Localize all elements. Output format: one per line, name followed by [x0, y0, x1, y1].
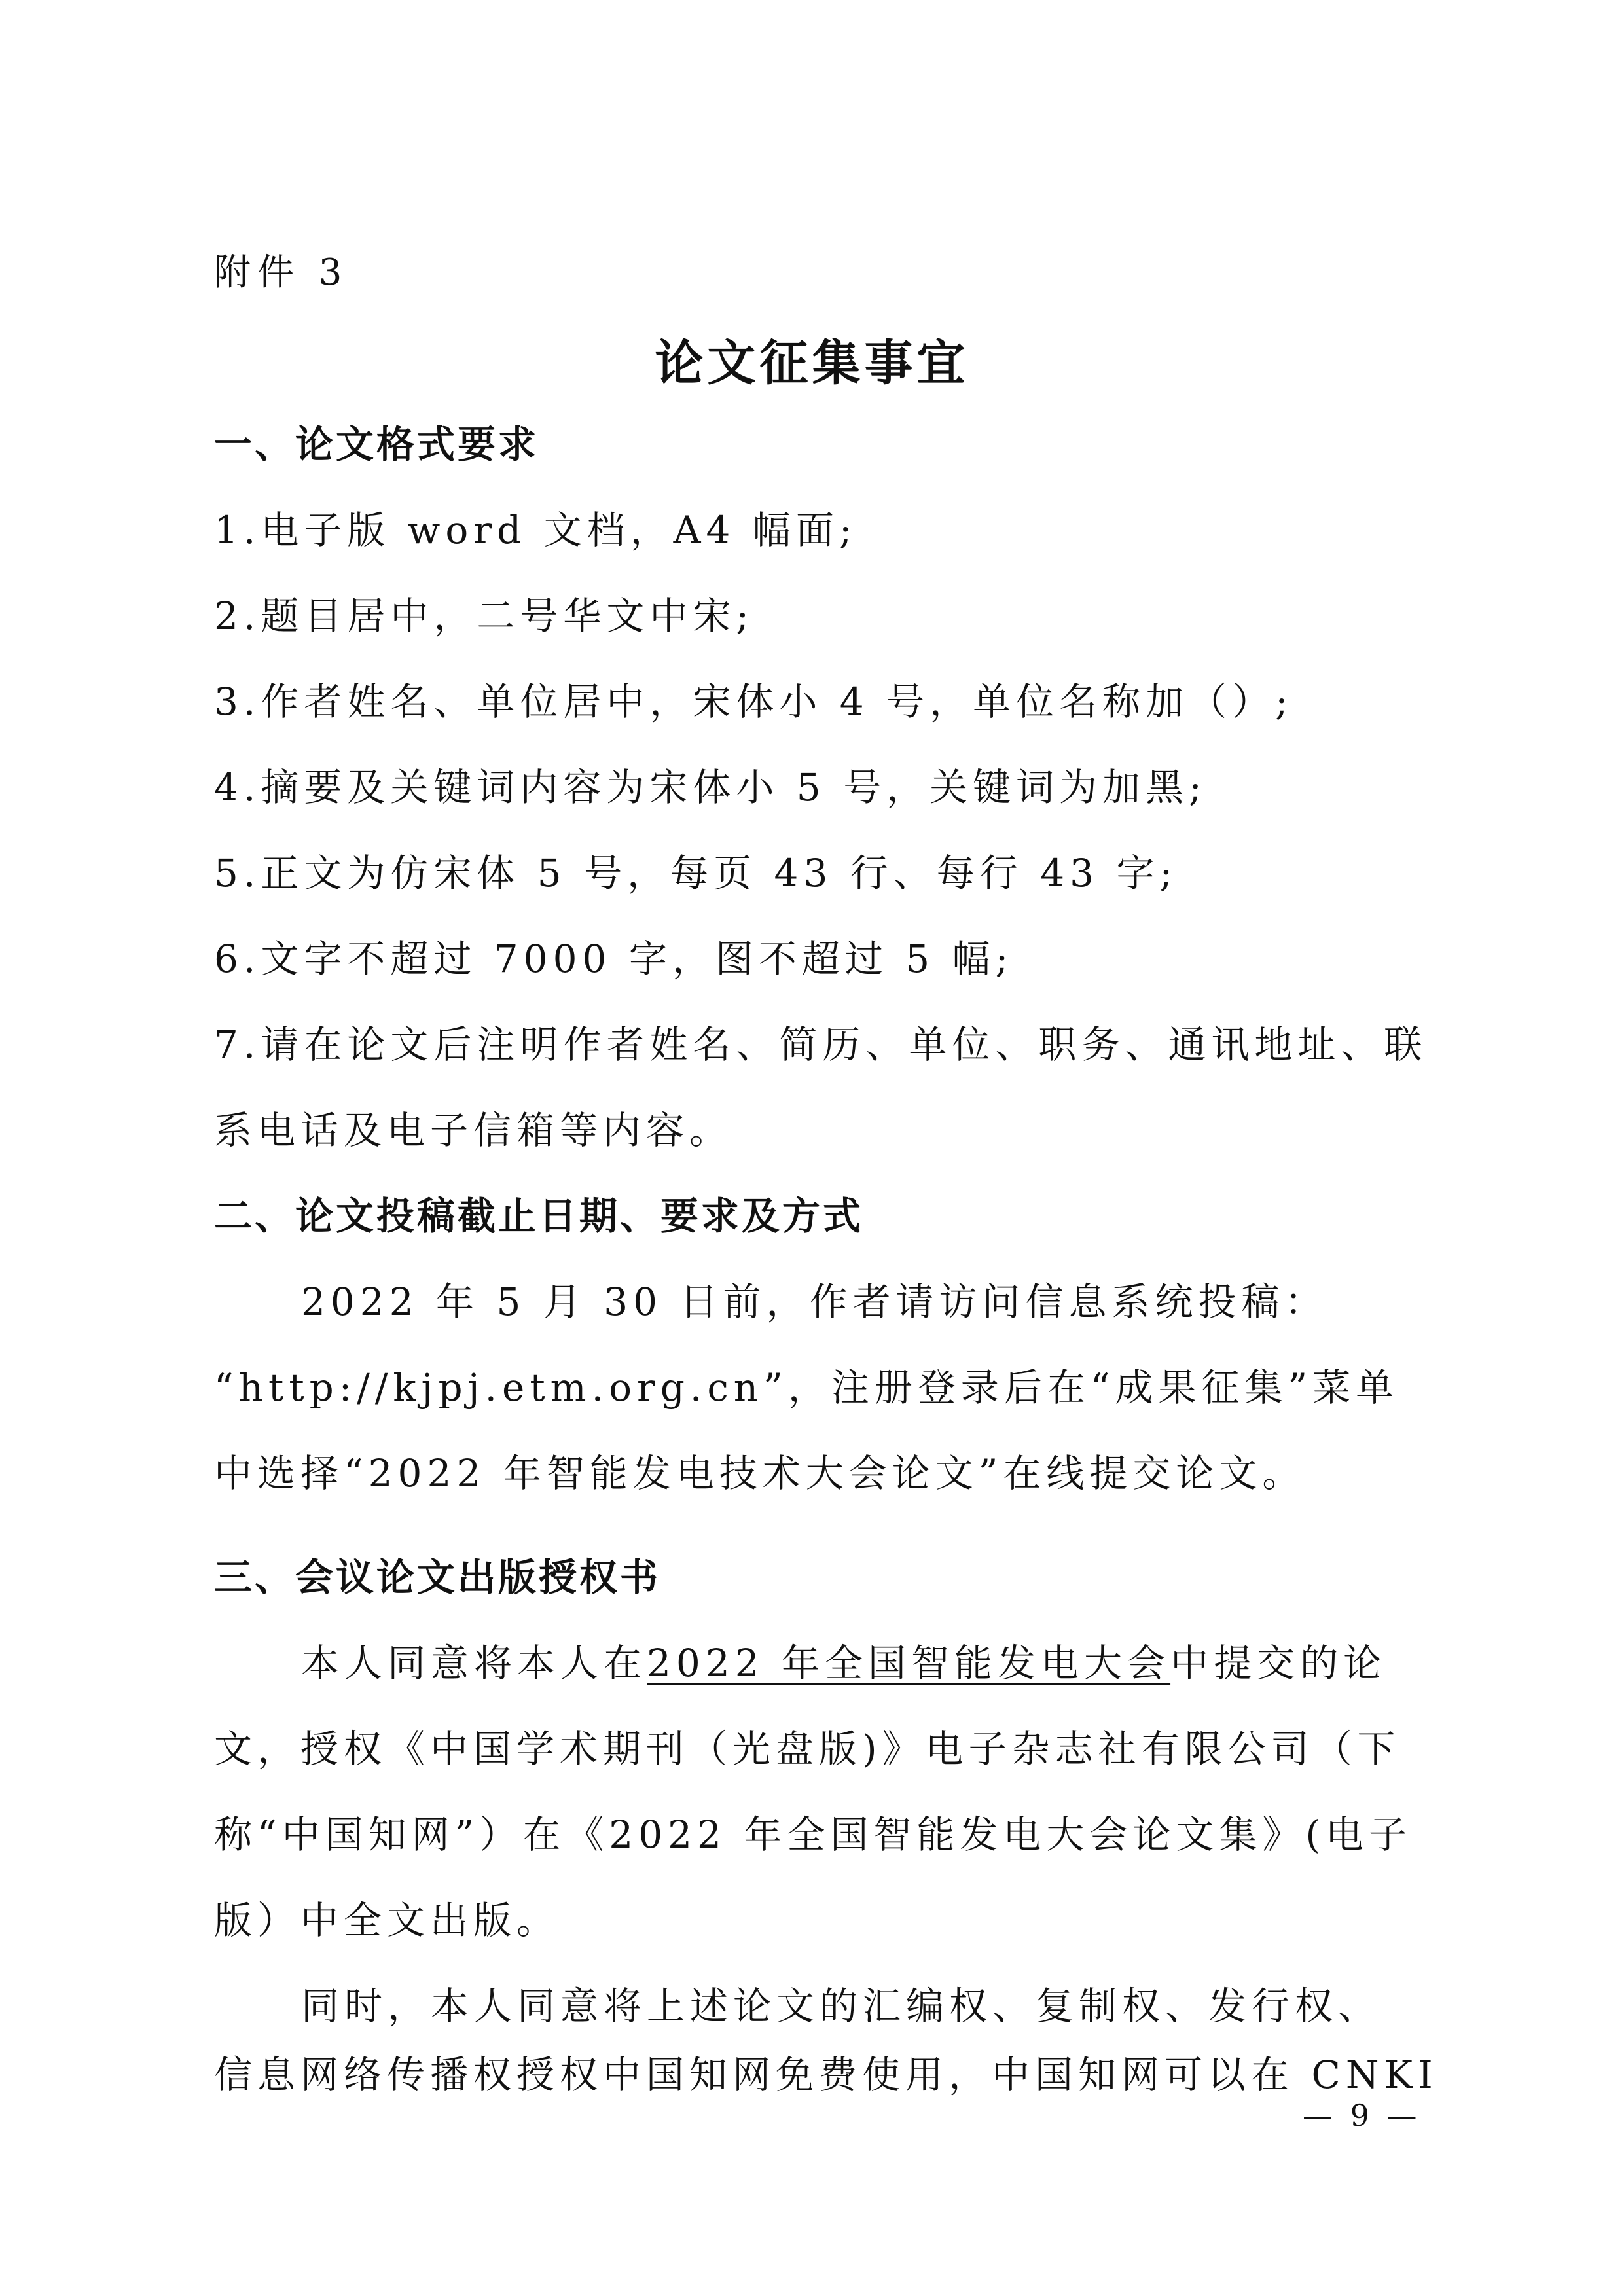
submission-line-2: “http://kjpj.etm.org.cn”，注册登录后在“成果征集”菜单: [214, 1365, 1399, 1410]
format-item-1: 1.电子版 word 文档，A4 幅面;: [214, 508, 857, 552]
attachment-label: 附件 3: [214, 251, 349, 294]
format-item-7: 7.请在论文后注明作者姓名、简历、单位、职务、通讯地址、联: [214, 1022, 1428, 1067]
page-number: — 9 —: [1303, 2098, 1421, 2133]
section-heading-submission: 二、论文投稿截止日期、要求及方式: [214, 1194, 864, 1238]
authorization-p1-line-4: 版）中全文出版。: [214, 1898, 560, 1943]
format-item-7-cont: 系电话及电子信箱等内容。: [214, 1108, 733, 1153]
submission-line-1: 2022 年 5 月 30 日前，作者请访问信息系统投稿：: [301, 1280, 1328, 1324]
format-item-5: 5.正文为仿宋体 5 号，每页 43 行、每行 43 字;: [214, 851, 1178, 895]
section-heading-format: 一、论文格式要求: [214, 422, 539, 467]
format-item-2: 2.题目居中，二号华文中宋;: [214, 594, 754, 638]
authorization-p1-start: 本人同意将本人在: [301, 1641, 647, 1685]
submission-line-3: 中选择“2022 年智能发电技术大会论文”在线提交论文。: [214, 1451, 1306, 1496]
conference-name-underlined: 2022 年全国智能发电大会: [647, 1641, 1171, 1685]
format-item-6: 6.文字不超过 7000 字，图不超过 5 幅;: [214, 937, 1014, 981]
page-title: 论文征集事宜: [655, 335, 969, 391]
format-item-3: 3.作者姓名、单位居中，宋体小 4 号，单位名称加（）;: [214, 679, 1293, 724]
authorization-p1-line-2: 文，授权《中国学术期刊（光盘版)》电子杂志社有限公司（下: [214, 1727, 1401, 1771]
authorization-p1-line-1: [301, 1641, 1414, 1685]
format-item-4: 4.摘要及关键词内容为宋体小 5 号，关键词为加黑;: [214, 765, 1207, 810]
section-heading-authorization: 三、会议论文出版授权书: [214, 1555, 661, 1600]
authorization-p2-line-1: 同时，本人同意将上述论文的汇编权、复制权、发行权、: [301, 1984, 1382, 2028]
authorization-p1-line-3: 称“中国知网”）在《2022 年全国智能发电大会论文集》(电子: [214, 1812, 1412, 1857]
authorization-p2-line-2: 信息网络传播权授权中国知网免费使用，中国知网可以在 CNKI: [214, 2053, 1438, 2097]
authorization-p1-end: 中提交的论: [1170, 1641, 1387, 1685]
